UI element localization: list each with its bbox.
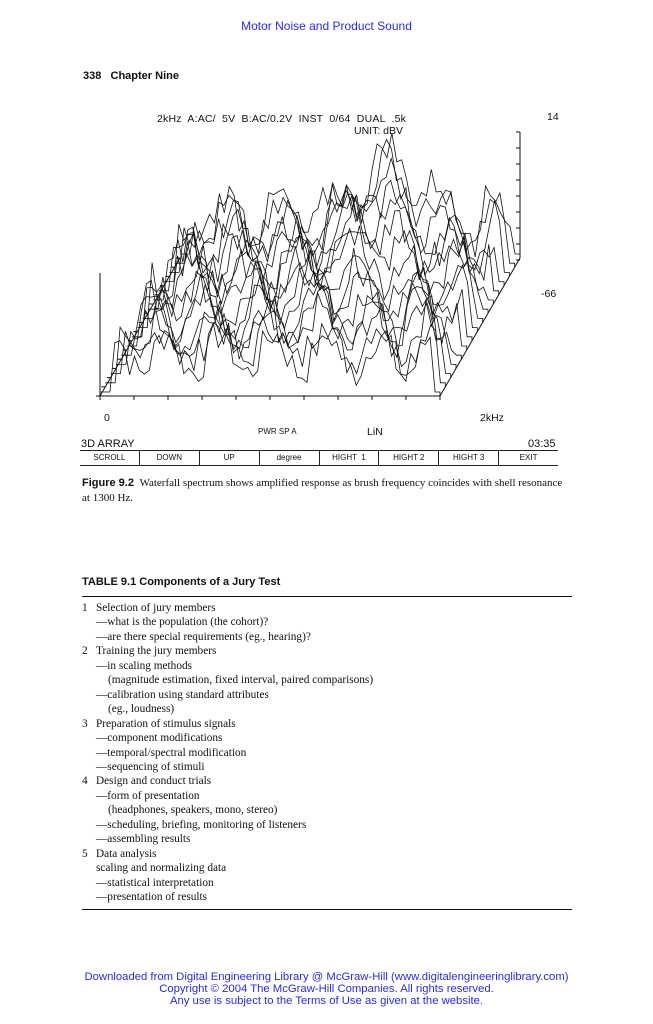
- table-line-text: —calibration using standard attributes: [96, 688, 269, 701]
- figure-caption-text: Waterfall spectrum shows amplified response as brush frequency coincides with shell resonance at 1300 Hz.: [82, 477, 563, 504]
- waterfall-plot: [80, 108, 562, 408]
- table-line-text: (headphones, speakers, mono, stereo): [108, 804, 278, 817]
- table-line-text: —component modifications: [96, 732, 223, 745]
- table-line: [82, 601, 562, 615]
- mode-label: PWR SP A: [258, 427, 297, 436]
- table-line: [82, 760, 562, 774]
- table-line-text: (magnitude estimation, fixed interval, paired comparisons): [108, 674, 374, 687]
- page-header: 338 Chapter Nine: [83, 70, 179, 82]
- table-line-text: —assembling results: [96, 833, 191, 846]
- waterfall-trace: [121, 283, 461, 359]
- table-line: [82, 615, 562, 629]
- softkey-scroll[interactable]: SCROLL: [80, 451, 140, 465]
- table-line-text: —are there special requirements (eg., hearing)?: [96, 630, 311, 643]
- waterfall-trace: [169, 158, 509, 276]
- table-line-number: 4: [82, 775, 88, 788]
- depth-line-right: [440, 258, 520, 396]
- table-line-number: 3: [82, 717, 88, 730]
- jury-test-list: [82, 601, 562, 905]
- table-line-text: Preparation of stimulus signals: [96, 717, 236, 730]
- footer-line-1: Downloaded from Digital Engineering Library @ McGraw-Hill (www.digitalengineeringlibrary.com): [84, 971, 569, 983]
- waterfall-figure: [80, 108, 562, 468]
- footer-line-2: Copyright © 2004 The McGraw-Hill Companies. All rights reserved.: [159, 983, 494, 995]
- table-line: [82, 890, 562, 904]
- table-line: [82, 717, 562, 731]
- softkey-down[interactable]: DOWN: [140, 451, 200, 465]
- running-head: Motor Noise and Product Sound: [241, 19, 412, 33]
- softkey-hight-1[interactable]: HIGHT 1: [320, 451, 380, 465]
- softkey-hight-2[interactable]: HIGHT 2: [379, 451, 439, 465]
- softkey-hight-3[interactable]: HIGHT 3: [439, 451, 499, 465]
- footer-line-3: Any use is subject to the Terms of Use as given at the website.: [169, 995, 484, 1007]
- softkey-exit[interactable]: EXIT: [519, 453, 538, 462]
- y-top-value: 14: [547, 111, 559, 123]
- table-line: [82, 832, 562, 846]
- table-line-text: —what is the population (the cohort)?: [96, 616, 269, 629]
- table-line-text: Data analysis: [96, 847, 157, 860]
- table-bottom-rule: [82, 909, 572, 910]
- table-line: [82, 789, 562, 803]
- table-line: [82, 861, 562, 875]
- scale-label: LiN: [367, 426, 383, 438]
- figure-label: Figure 9.2: [82, 477, 134, 489]
- softkey-bar: [80, 450, 558, 466]
- table-line-text: —sequencing of stimuli: [96, 760, 205, 773]
- analyzer-settings-label: 2kHz A:AC/ 5V B:AC/0.2V INST 0/64 DUAL .5k: [157, 113, 407, 125]
- table-line-number: 2: [82, 645, 88, 658]
- table-line-text: —presentation of results: [96, 891, 208, 904]
- table-line: [82, 630, 562, 644]
- table-line-text: —in scaling methods: [96, 659, 193, 672]
- table-line: [82, 818, 562, 832]
- table-line: [82, 659, 562, 673]
- table-line: [82, 803, 562, 817]
- table-line-text: Training the jury members: [96, 645, 217, 658]
- table-line: [82, 876, 562, 890]
- table-line: [82, 702, 562, 716]
- table-line-number: 5: [82, 847, 88, 860]
- waterfall-trace: [180, 133, 520, 258]
- unit-label: UNIT: dBV: [354, 125, 404, 137]
- waterfall-trace: [111, 293, 451, 378]
- table-line: [82, 688, 562, 702]
- table-line: [82, 731, 562, 745]
- table-line-text: —temporal/spectral modification: [96, 746, 247, 759]
- table-top-rule: [82, 596, 572, 597]
- table-line-number: 1: [82, 602, 88, 614]
- table-title: TABLE 9.1 Components of a Jury Test: [82, 576, 281, 588]
- table-line: [82, 746, 562, 760]
- array-label: 3D ARRAY: [81, 438, 135, 450]
- y-bottom-value: -66: [541, 288, 557, 300]
- table-line-text: Design and conduct trials: [96, 775, 212, 788]
- table-line: [82, 673, 562, 687]
- table-line: [82, 847, 562, 861]
- time-label: 03:35: [528, 438, 556, 450]
- table-line-text: Selection of jury members: [96, 602, 216, 614]
- figure-caption: [82, 476, 570, 506]
- table-line-text: scaling and normalizing data: [96, 862, 227, 875]
- softkey-up[interactable]: UP: [200, 451, 260, 465]
- x-start-label: 0: [104, 412, 110, 424]
- table-line-text: —scheduling, briefing, monitoring of listeners: [96, 818, 307, 831]
- table-line-text: —form of presentation: [96, 789, 200, 802]
- x-end-label: 2kHz: [480, 412, 504, 424]
- table-line: [82, 644, 562, 658]
- table-line-text: —statistical interpretation: [96, 876, 214, 889]
- softkey-degree[interactable]: degree: [260, 451, 320, 465]
- table-line: [82, 774, 562, 788]
- table-line-text: (eg., loudness): [108, 703, 175, 716]
